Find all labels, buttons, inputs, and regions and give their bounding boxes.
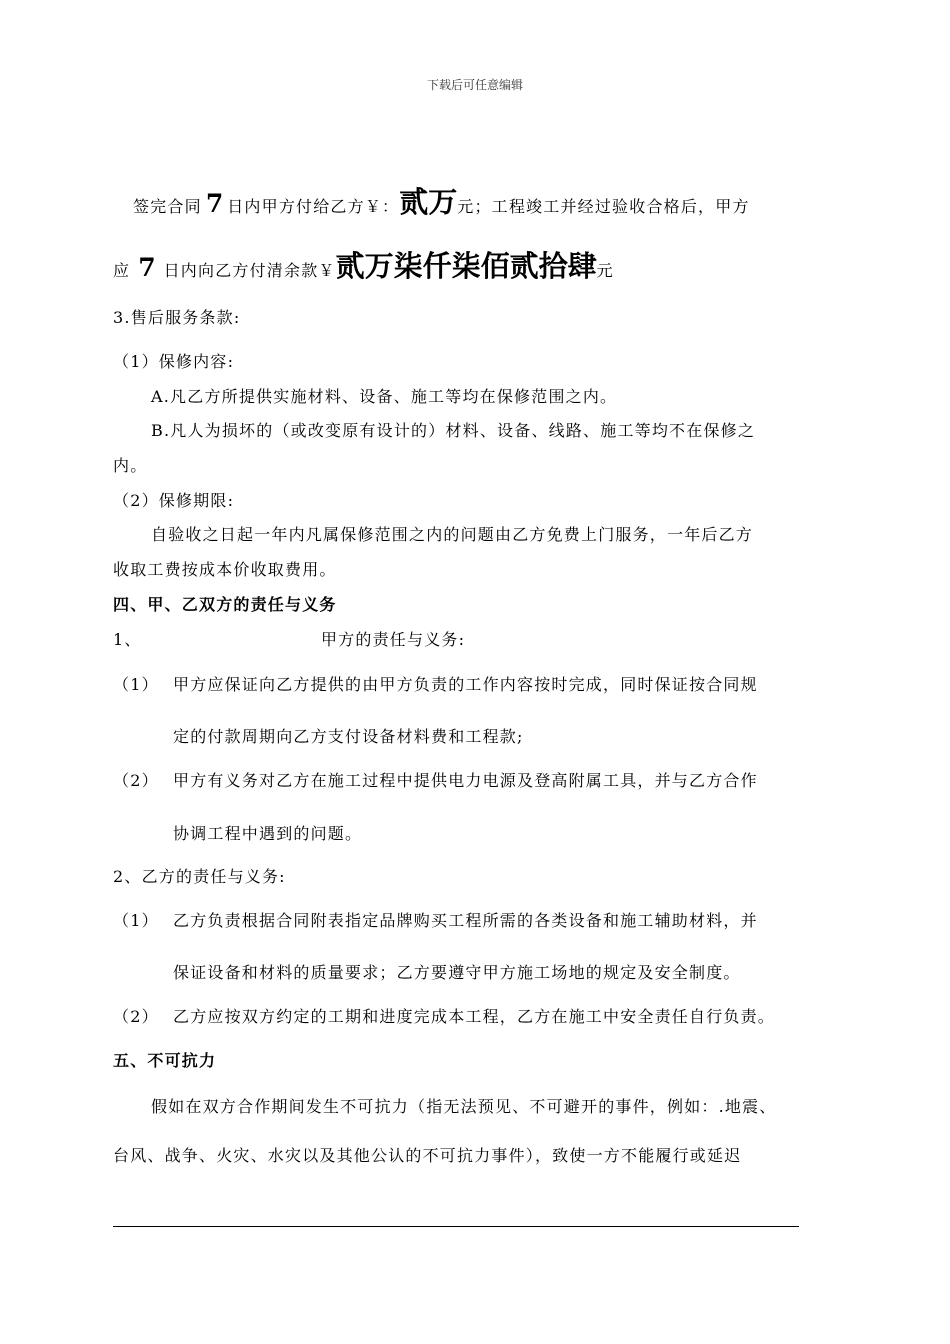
footer-divider [113,1226,799,1227]
warranty-period-text-cont: 收取工费按成本价收取费用。 [113,560,337,579]
payment-unit: 元 [596,261,614,280]
party-a-item-1-cont: 定的付款周期向乙方支付设备材料费和工程款; [173,727,524,746]
warranty-item-b-cont: 内。 [113,456,148,475]
party-a-number: 1、 [113,630,142,649]
page-header-note: 下载后可任意编辑 [426,78,523,92]
party-b-item-1-cont: 保证设备和材料的质量要求；乙方要遵守甲方施工场地的规定及安全制度。 [173,963,741,982]
payment-text: 日内向乙方付清余款￥ [163,261,336,280]
section-3-title: 3.售后服务条款: [113,308,241,327]
payment-line-1 [133,180,750,221]
warranty-period-text: 自验收之日起一年内凡属保修范围之内的问题由乙方免费上门服务，一年后乙方 [151,525,754,544]
payment-text: ；工程竣工并经过验收合格后，甲方 [474,197,750,216]
party-a-item-2-cont: 协调工程中遇到的问题。 [173,824,363,843]
payment-text: 应 [113,261,131,280]
party-a-item-1-number: （1） [113,675,159,694]
payment-days: 7 [138,253,156,282]
payment-amount: 贰万 [399,185,458,219]
payment-text: 签完合同 [133,197,202,216]
payment-days: 7 [205,189,224,218]
payment-line-2 [113,244,614,285]
party-b-item-1-number: （1） [113,911,159,930]
party-b-heading: 2、乙方的责任与义务: [113,867,286,886]
payment-unit: 元 [457,197,475,216]
section-3-subtitle-period: （2）保修期限: [113,491,235,510]
section-5-title: 五、不可抗力 [113,1051,217,1070]
party-b-item-1: 乙方负责根据合同附表指定品牌购买工程所需的各类设备和施工辅助材料，并 [173,911,758,930]
party-b-item-2-number: （2） [113,1007,159,1026]
warranty-item-b: B.凡人为损坏的（或改变原有设计的）材料、设备、线路、施工等均不在保修之 [151,421,756,440]
warranty-item-a: A.凡乙方所提供实施材料、设备、施工等均在保修范围之内。 [151,387,618,406]
party-a-heading: 甲方的责任与义务: [321,630,466,649]
force-majeure-text-cont: 台风、战争、火灾、水灾以及其他公认的不可抗力事件），致使一方不能履行或延迟 [113,1146,742,1165]
party-b-item-2: 乙方应按双方约定的工期和进度完成本工程，乙方在施工中安全责任自行负责。 [173,1007,776,1026]
payment-text: 日内甲方付给乙方￥： [227,197,400,216]
force-majeure-text: 假如在双方合作期间发生不可抗力（指无法预见、不可避开的事件，例如：.地震、 [151,1097,777,1116]
section-3-subtitle-content: （1）保修内容: [113,352,235,371]
payment-balance-amount: 贰万柒仟柒佰贰拾肆 [335,249,597,283]
section-4-title: 四、甲、乙双方的责任与义务 [113,595,337,614]
party-a-item-1: 甲方应保证向乙方提供的由甲方负责的工作内容按时完成，同时保证按合同规 [173,675,758,694]
party-a-item-2-number: （2） [113,771,159,790]
party-a-item-2: 甲方有义务对乙方在施工过程中提供电力电源及登高附属工具，并与乙方合作 [173,771,758,790]
